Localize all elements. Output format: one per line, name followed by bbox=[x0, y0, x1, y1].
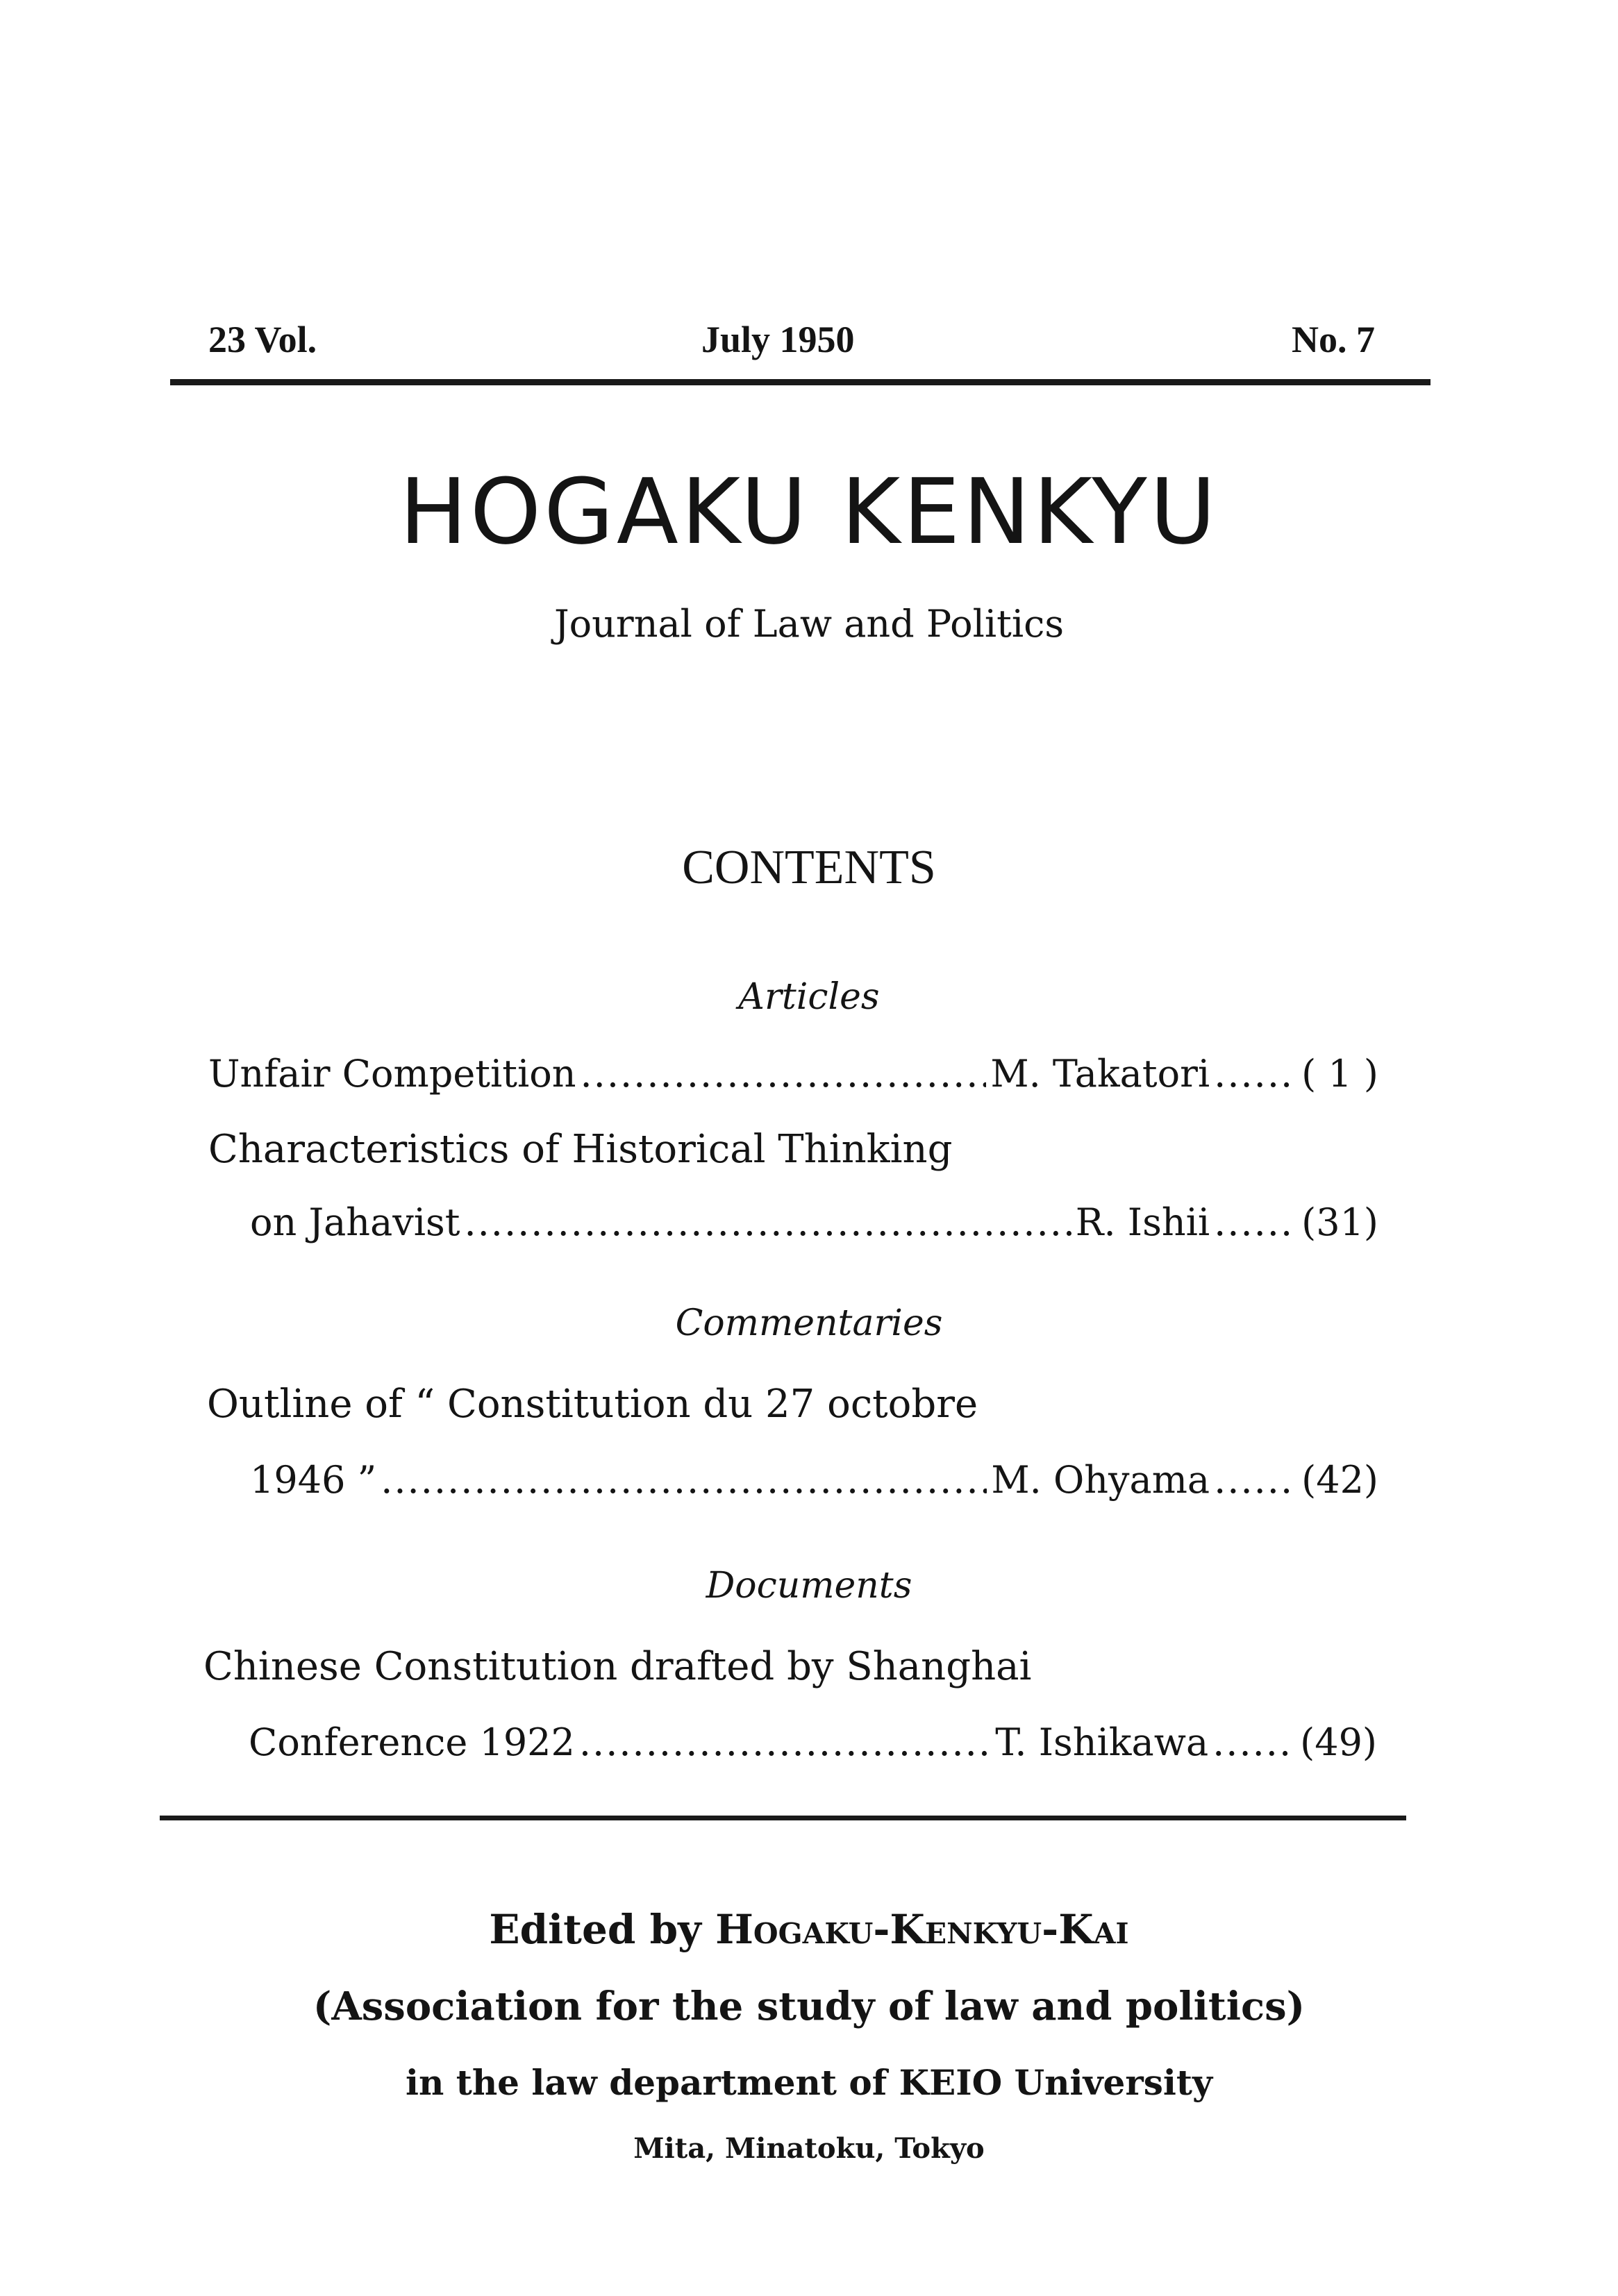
address-line: Mita, Minatoku, Tokyo bbox=[633, 2132, 985, 2165]
association-line: (Association for the study of law and politics) bbox=[312, 1984, 1306, 2029]
entry-title-line2: 1946 ” bbox=[250, 1458, 377, 1502]
department-line: in the law department of KEIO University bbox=[405, 2062, 1213, 2103]
entry-title-line1: Outline of “ Constitution du 27 octobre bbox=[207, 1382, 978, 1427]
leader-dots bbox=[464, 1204, 1071, 1241]
entry-title-line2: on Jahavist bbox=[250, 1200, 460, 1244]
entry-page: (31) bbox=[1301, 1200, 1378, 1244]
leader-dots bbox=[1212, 1724, 1296, 1761]
entry-title: Unfair Competition bbox=[208, 1052, 576, 1096]
entry-title-line1: Characteristics of Historical Thinking bbox=[208, 1127, 953, 1172]
leader-dots bbox=[381, 1461, 987, 1499]
leader-dots bbox=[1214, 1055, 1297, 1093]
leader-dots bbox=[579, 1724, 991, 1761]
toc-entry bbox=[208, 1052, 1378, 1096]
entry-author: R. Ishii bbox=[1075, 1200, 1210, 1244]
toc-entry bbox=[250, 1200, 1378, 1244]
entry-page: (49) bbox=[1300, 1720, 1377, 1764]
editor-line bbox=[0, 1906, 1618, 1953]
journal-title: HOGAKU KENKYU bbox=[399, 459, 1219, 564]
entry-page: (42) bbox=[1301, 1458, 1378, 1502]
edited-by-prefix: Edited by bbox=[489, 1906, 701, 1953]
entry-author: M. Ohyama bbox=[991, 1458, 1210, 1502]
entry-author: T. Ishikawa bbox=[995, 1720, 1209, 1764]
footer-rule bbox=[160, 1816, 1406, 1820]
leader-dots bbox=[1214, 1461, 1297, 1499]
volume-label: 23 Vol. bbox=[208, 319, 317, 360]
issue-date: July 1950 bbox=[701, 319, 855, 360]
entry-title-line1: Chinese Constitution drafted by Shanghai bbox=[203, 1644, 1032, 1689]
contents-heading: CONTENTS bbox=[682, 841, 936, 894]
header-rule bbox=[170, 379, 1431, 385]
toc-entry bbox=[250, 1458, 1378, 1502]
section-heading-documents: Documents bbox=[706, 1565, 912, 1607]
editor-name: Hogaku-Kenkyu-Kai bbox=[715, 1906, 1129, 1953]
entry-author: M. Takatori bbox=[990, 1052, 1210, 1096]
entry-page: ( 1 ) bbox=[1301, 1052, 1378, 1096]
toc-entry bbox=[249, 1720, 1377, 1764]
journal-subtitle: Journal of Law and Politics bbox=[553, 602, 1065, 646]
issue-number: No. 7 bbox=[1292, 319, 1375, 360]
entry-title-line2: Conference 1922 bbox=[249, 1720, 575, 1764]
section-heading-articles: Articles bbox=[738, 976, 880, 1018]
section-heading-commentaries: Commentaries bbox=[675, 1302, 943, 1344]
leader-dots bbox=[1214, 1204, 1297, 1241]
leader-dots bbox=[581, 1055, 987, 1093]
